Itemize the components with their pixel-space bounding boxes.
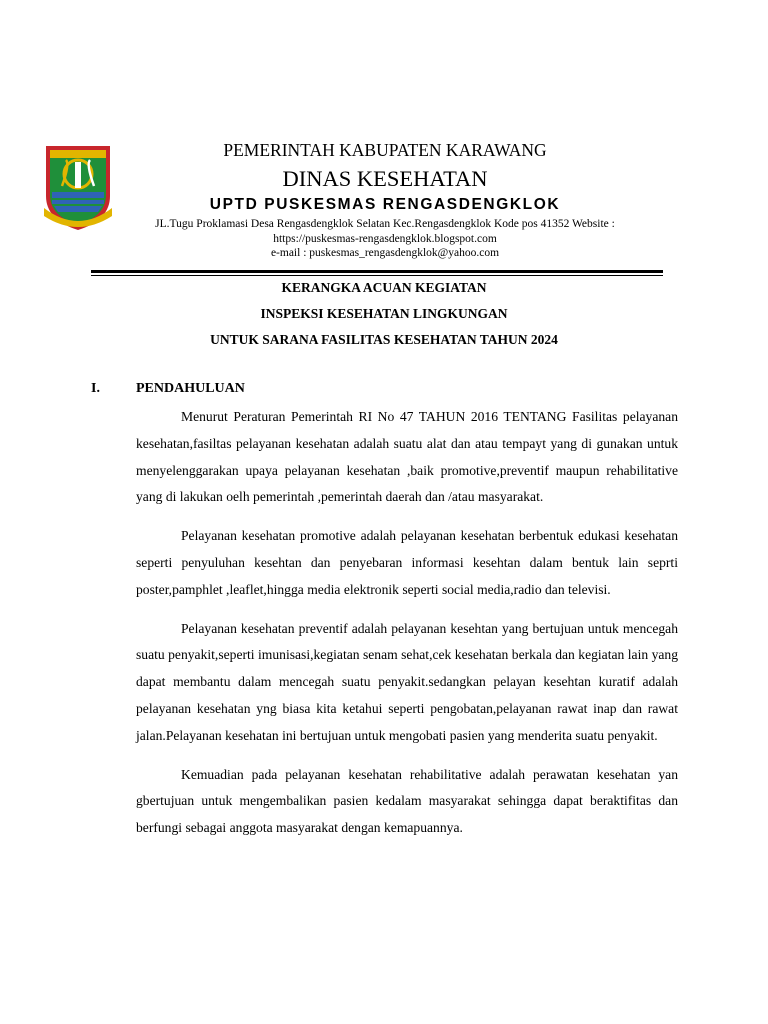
title-line: INSPEKSI KESEHATAN LINGKUNGAN [260, 306, 508, 321]
website-link: https://puskesmas-rengasdengklok.blogspot.com [273, 232, 497, 245]
department-name: DINAS KESEHATAN [282, 166, 488, 191]
paragraph: Pelayanan kesehatan promotive adalah pelayanan kesehatan berbentuk edukasi kesehatan seperti penyuluhan kesehtan dan penyebaran informasi kesehtan dalam bentuk lain seprti poster,pamphlet ,leaflet,hingga media elektronik seperti social media,radio dan televisi. [136, 528, 678, 597]
document-title [136, 275, 632, 353]
paragraph: Pelayanan kesehatan preventif adalah pelayanan kesehtan yang bertujuan untuk mencegah suatu penyakit,seperti imunisasi,kegiatan senam sehat,cek kesehatan berkala dan kegiatan lain yang dapat membantu dalam mencegah suatu penyakit.sedangkan pelayan kesehtan kuratif adalah pelayanan kesehatan yng biasa kita ketahui seperti pengobatan,pelayanan rawat inap dan rawat jalan.Pelayanan kesehatan ini bertujuan untuk mengobati pasien yang menderita suatu penyakit. [136, 620, 678, 743]
email-line: e-mail : puskesmas_rengasdengklok@yahoo.com [270, 247, 500, 259]
title-line: KERANGKA ACUAN KEGIATAN [281, 280, 487, 295]
section-number: I. [91, 381, 100, 396]
title-line: UNTUK SARANA FASILITAS KESEHATAN TAHUN 2024 [210, 332, 558, 347]
section-title: PENDAHULUAN [136, 381, 245, 396]
kabupaten-karawang-emblem-icon [42, 142, 114, 232]
government-name: PEMERINTAH KABUPATEN KARAWANG [223, 140, 547, 160]
paragraph: Kemuadian pada pelayanan kesehatan rehabilitative adalah perawatan kesehatan yan gbertujuan untuk mengembalikan pasien kedalam masyarakat sehingga dapat beraktifitas dan berfungi sebagai anggota masyarakat dengan kemapuannya. [136, 766, 678, 836]
emblem-graphic [42, 142, 114, 232]
paragraph: Menurut Peraturan Pemerintah RI No 47 TAHUN 2016 TENTANG Fasilitas pelayanan kesehatan,fasiltas pelayanan kesehatan adalah suatu alat dan atau tempayt yang di gunakan untuk menyelenggarakan upaya pelayanan kesehatan ,baik promotive,preventif maupun rehabilitative yang di lakukan oelh pemerintah ,pemerintah daerah dan /atau masyarakat. [136, 409, 678, 505]
unit-name: UPTD PUSKESMAS RENGASDENGKLOK [209, 196, 561, 213]
document-body [136, 404, 678, 854]
letterhead-divider-thick [91, 270, 663, 273]
address-block [120, 217, 650, 261]
address-line: JL.Tugu Proklamasi Desa Rengasdengklok Selatan Kec.Rengasdengklok Kode pos 41352 Website : [155, 218, 615, 230]
letterhead [120, 140, 650, 261]
